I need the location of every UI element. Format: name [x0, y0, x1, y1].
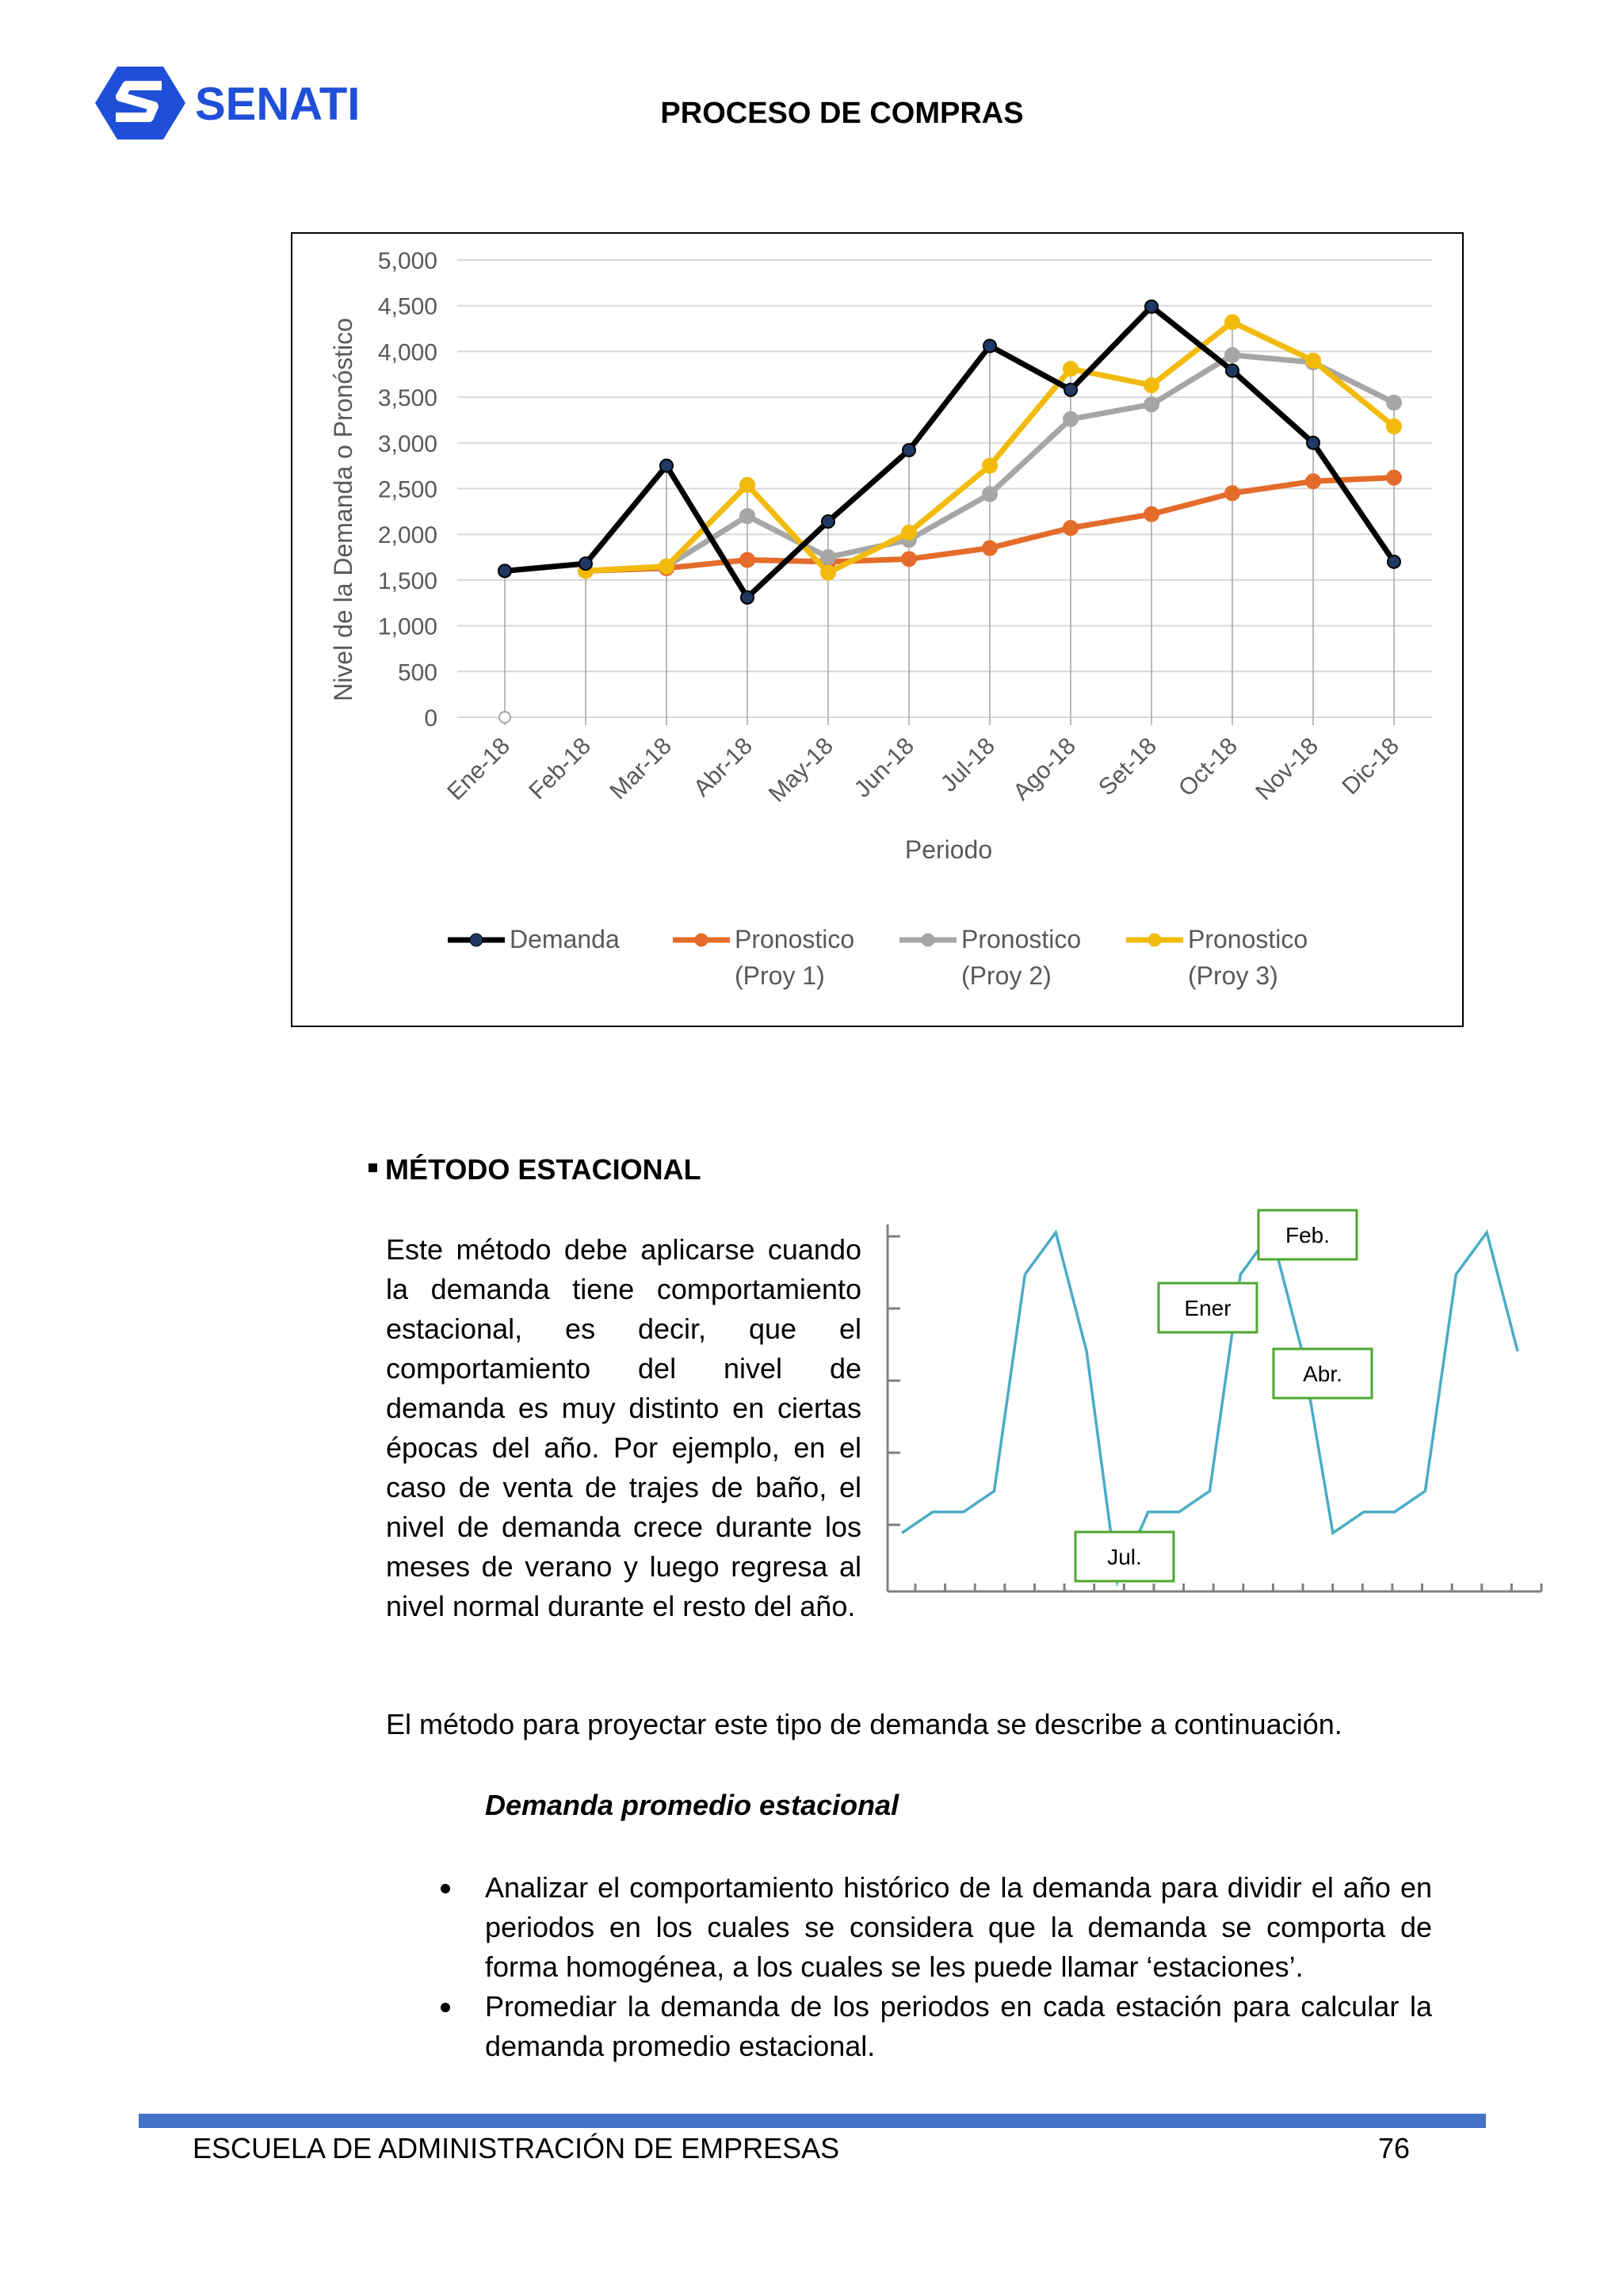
data-point — [983, 459, 997, 473]
x-tick-label: Dic-18 — [1337, 732, 1404, 800]
x-tick-label: Abr-18 — [688, 732, 758, 802]
x-tick-label: Jun-18 — [849, 732, 919, 803]
logo-text: SENATI — [195, 78, 361, 130]
method-paragraph: Este método debe aplicarse cuando la demanda tiene comportamiento estacional, es decir, que el comportamiento del nivel de demanda es muy distinto en ciertas épocas del año. Por ejemplo, en el caso de venta de trajes de baño, el nivel de demanda crece durante los meses de verano y luego regresa al nivel normal durante el resto del año. — [386, 1233, 861, 1622]
data-point — [740, 478, 754, 492]
y-tick-label: 1,000 — [377, 613, 437, 640]
y-tick-label: 3,000 — [377, 430, 437, 457]
x-tick-label: Set-18 — [1094, 732, 1162, 801]
x-tick-label: Oct-18 — [1173, 732, 1243, 802]
data-point — [498, 564, 511, 577]
method-subheading: Demanda promedio estacional — [485, 1789, 899, 1821]
data-point — [822, 515, 834, 528]
data-point — [1144, 378, 1159, 392]
data-point — [1387, 395, 1401, 410]
legend-swatch-marker — [922, 934, 934, 946]
legend-label: Pronostico — [1188, 925, 1308, 953]
y-tick-label: 2,000 — [377, 522, 437, 549]
x-tick-label: Jul-18 — [935, 732, 1000, 797]
data-point — [1306, 474, 1320, 488]
data-point — [1306, 353, 1320, 368]
data-point — [902, 552, 916, 566]
x-tick-label: Feb-18 — [524, 732, 596, 805]
y-tick-label: 1,500 — [377, 567, 437, 594]
data-point — [1064, 361, 1078, 376]
footer-bar — [139, 2114, 1486, 2128]
forecast-line-chart — [291, 232, 1464, 1027]
x-tick-label: Ago-18 — [1008, 732, 1081, 806]
x-tick-label: Nov-18 — [1251, 732, 1323, 806]
data-point — [1387, 471, 1401, 485]
y-axis-title: Nivel de la Demanda o Pronóstico — [329, 318, 357, 701]
legend-label-sub: (Proy 1) — [735, 961, 825, 990]
data-point — [821, 550, 835, 564]
legend-swatch-marker — [695, 934, 708, 946]
legend-label: Pronostico — [961, 925, 1082, 953]
data-point — [740, 509, 754, 523]
y-tick-label: 4,000 — [377, 339, 437, 366]
section-heading-text: MÉTODO ESTACIONAL — [385, 1153, 701, 1186]
data-point — [1144, 507, 1159, 521]
data-point — [1225, 486, 1239, 500]
y-tick-label: 4,500 — [377, 293, 437, 320]
data-point — [1064, 521, 1078, 535]
data-point — [983, 541, 997, 556]
data-point — [1145, 300, 1158, 313]
legend-label-sub: (Proy 3) — [1188, 961, 1278, 990]
legend-swatch-marker — [1148, 934, 1161, 946]
data-point — [579, 557, 592, 570]
data-point — [983, 339, 996, 352]
x-tick-label: May-18 — [763, 732, 838, 808]
footer-school-name: ESCUELA DE ADMINISTRACIÓN DE EMPRESAS — [193, 2132, 840, 2164]
data-point — [1144, 397, 1159, 411]
page-number: 76 — [1378, 2132, 1411, 2164]
list-item: Promediar la demanda de los periodos en cada estación para calcular la demanda promedio estacional. — [485, 1987, 1432, 2066]
data-point — [659, 560, 674, 574]
y-tick-label: 5,000 — [377, 248, 437, 274]
season-label: Feb. — [1285, 1223, 1331, 1247]
intro-sentence: El método para proyectar este tipo de demanda se describe a continuación. — [386, 1708, 1342, 1740]
data-point — [1225, 348, 1239, 362]
page-title: PROCESO DE COMPRAS — [660, 97, 1024, 130]
x-tick-label: Ene-18 — [442, 732, 515, 806]
data-point — [1388, 556, 1400, 568]
y-tick-label: 500 — [397, 659, 437, 686]
season-label: Jul. — [1107, 1545, 1142, 1569]
data-point — [903, 444, 915, 457]
data-point — [1064, 412, 1078, 426]
y-tick-label: 3,500 — [377, 385, 437, 412]
y-tick-label: 2,500 — [377, 476, 437, 503]
y-tick-label: 0 — [424, 705, 437, 732]
data-point — [1225, 315, 1239, 329]
section-heading — [369, 1153, 701, 1186]
season-label: Abr. — [1303, 1362, 1342, 1386]
data-point — [1226, 365, 1239, 377]
data-point — [983, 487, 997, 501]
legend-label-sub: (Proy 2) — [961, 961, 1052, 990]
data-point — [902, 525, 916, 540]
origin-marker — [499, 712, 510, 723]
data-point — [740, 553, 754, 567]
data-point — [1064, 384, 1077, 396]
seasonal-demand-chart — [880, 1201, 1553, 1613]
legend-label: Demanda — [510, 925, 620, 953]
legend-swatch-marker — [470, 934, 483, 946]
data-point — [660, 460, 673, 472]
legend-label: Pronostico — [735, 925, 855, 953]
list-item: Analizar el comportamiento histórico de la demanda para dividir el año en periodos en los cuales se considera que la demanda se comporta de forma homogénea, a los cuales se les puede llamar ‘estaciones’. — [485, 1868, 1432, 1987]
square-bullet-icon — [369, 1163, 377, 1172]
data-point — [1307, 437, 1319, 449]
data-point — [1387, 419, 1401, 434]
data-point — [821, 566, 835, 580]
data-point — [741, 591, 754, 604]
x-axis-title: Periodo — [904, 835, 993, 864]
x-tick-label: Mar-18 — [605, 732, 677, 805]
season-label: Ener — [1184, 1296, 1232, 1320]
